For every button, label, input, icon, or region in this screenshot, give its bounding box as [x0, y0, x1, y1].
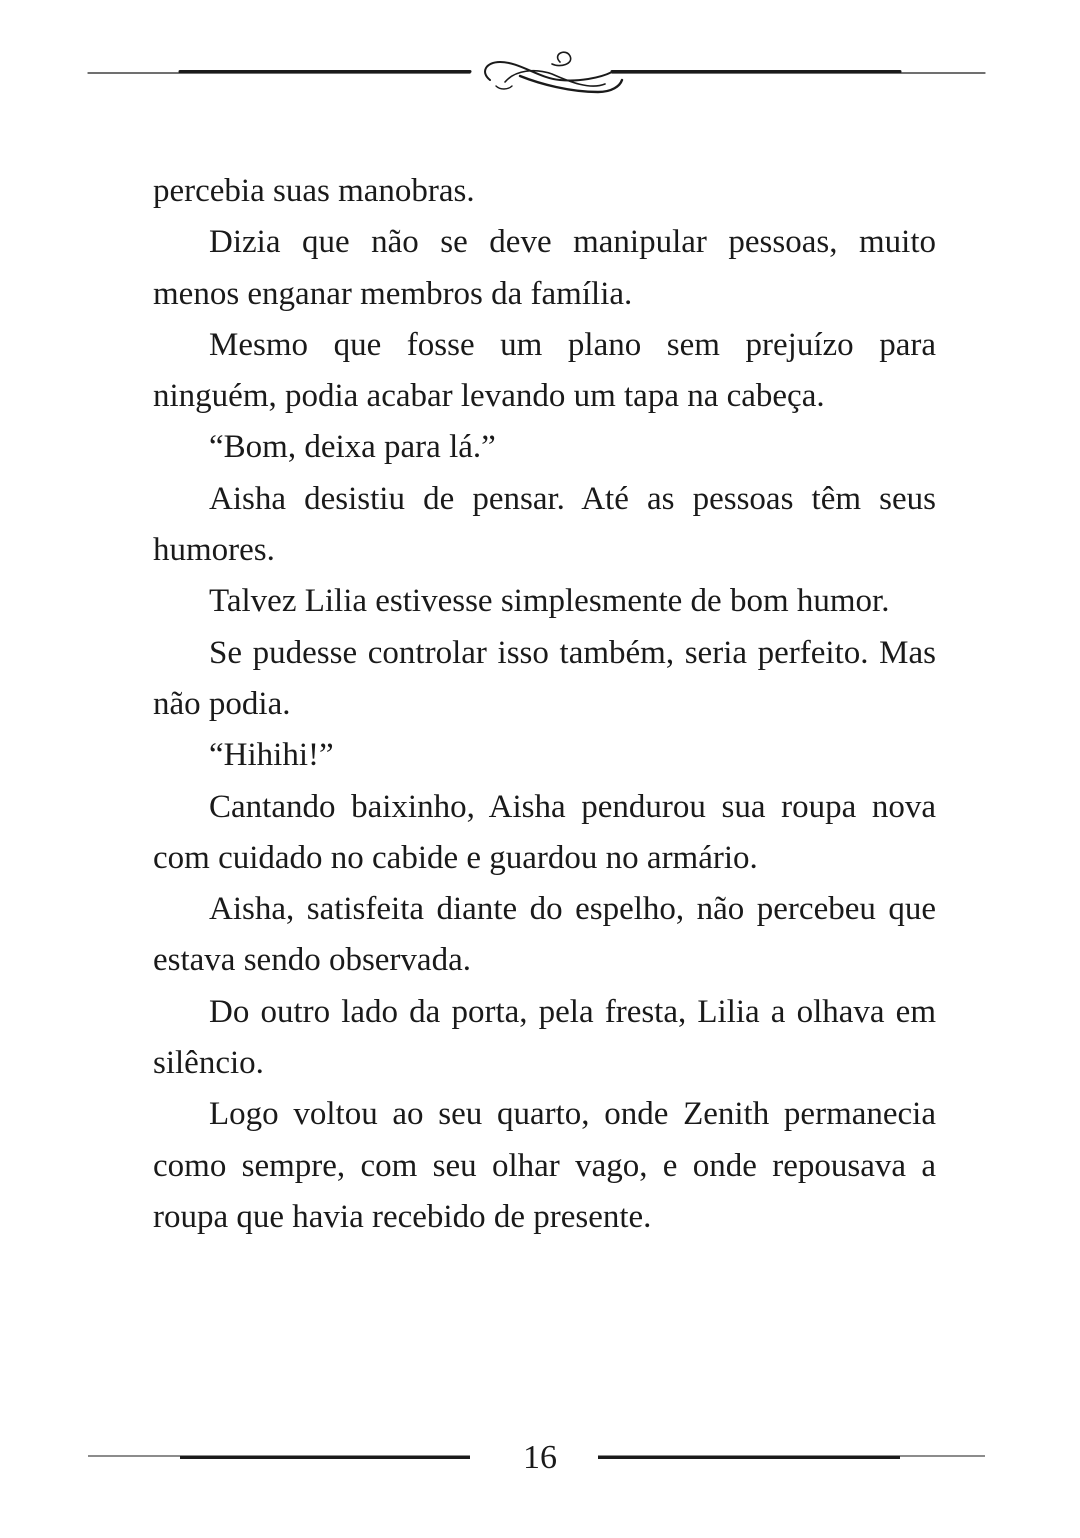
paragraph: Do outro lado da porta, pela fresta, Lilia a olhava em silêncio.: [153, 993, 936, 1082]
paragraph: percebia suas manobras.: [153, 173, 475, 209]
page-number: 16: [523, 1439, 557, 1476]
paragraph: Dizia que não se deve manipular pessoas, muito menos enganar membros da família.: [153, 224, 936, 312]
paragraph: Aisha desistiu de pensar. Até as pessoas têm seus humores.: [153, 480, 936, 569]
paragraph: Logo voltou ao seu quarto, onde Zenith permanecia como sempre, com seu olhar vago, e onde repousava a roupa que havia recebido de presente.: [153, 1096, 936, 1235]
flourish-ornament-icon: [88, 52, 985, 92]
paragraph: Cantando baixinho, Aisha pendurou sua roupa nova com cuidado no cabide e guardou no armário.: [153, 788, 936, 876]
body-text: [153, 166, 936, 1243]
paragraph: Mesmo que fosse um plano sem prejuízo para ninguém, podia acabar levando um tapa na cabeça.: [153, 326, 936, 415]
paragraph: “Bom, deixa para lá.”: [209, 429, 496, 466]
paragraph: Talvez Lilia estivesse simplesmente de bom humor.: [209, 583, 890, 620]
paragraph: Aisha, satisfeita diante do espelho, não percebeu que estava sendo observada.: [153, 891, 936, 979]
paragraph: “Hihihi!”: [209, 737, 334, 774]
header-ornament: [0, 50, 1080, 110]
paragraph: Se pudesse controlar isso também, seria perfeito. Mas não podia.: [153, 634, 936, 722]
